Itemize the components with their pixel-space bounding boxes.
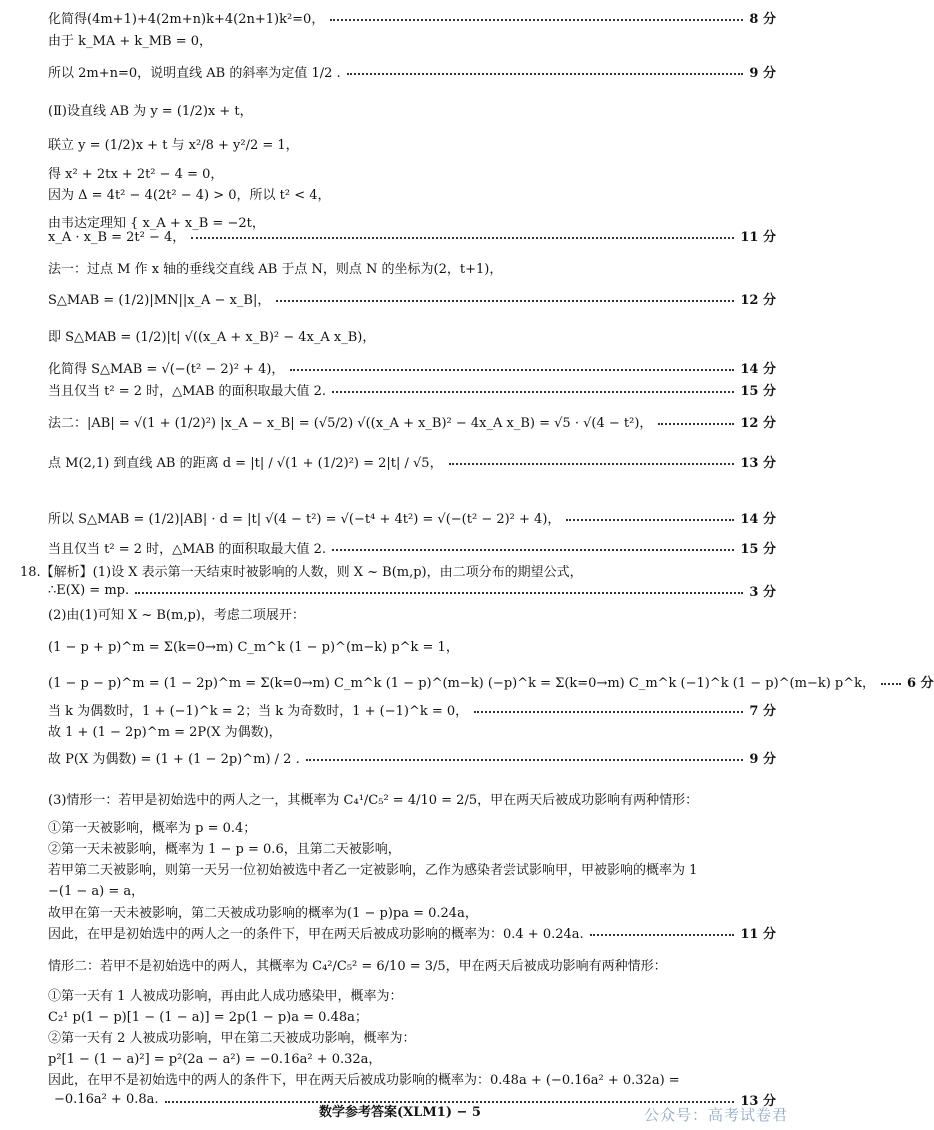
score-label: 12 分 bbox=[740, 416, 776, 431]
solution-line bbox=[48, 452, 776, 471]
solution-line bbox=[48, 8, 776, 27]
line-text: 所以 S△MAB = (1/2)|AB| · d = |t| √(4 − t²) = √(−t⁴ + 4t²) = √(−(t² − 2)² + 4)， bbox=[48, 512, 561, 527]
solution-line bbox=[48, 358, 776, 377]
solution-line bbox=[48, 100, 776, 119]
line-text: (3)情形一：若甲是初始选中的两人之一，其概率为 C₄¹/C₅² = 4/10 = 2/5，甲在两天后被成功影响有两种情形： bbox=[48, 793, 699, 808]
solution-line bbox=[48, 604, 776, 623]
line-text: ①第一天被影响，概率为 p = 0.4； bbox=[48, 821, 257, 836]
score-label: 3 分 bbox=[749, 585, 776, 600]
line-text: x_A · x_B = 2t² − 4， bbox=[48, 230, 186, 245]
solution-line bbox=[48, 226, 776, 245]
score-label: 9 分 bbox=[749, 66, 776, 81]
line-text: 因此，在甲不是初始选中的两人的条件下，甲在两天后被成功影响的概率为：0.48a + (−0.16a² + 0.32a) = bbox=[48, 1073, 680, 1088]
solution-line bbox=[48, 538, 776, 557]
line-text: C₂¹ p(1 − p)[1 − (1 − a)] = 2p(1 − p)a = 0.48a； bbox=[48, 1010, 368, 1025]
leader-dots bbox=[474, 711, 743, 713]
line-text: S△MAB = (1/2)|MN||x_A − x_B|， bbox=[48, 293, 271, 308]
solution-line bbox=[48, 326, 776, 345]
line-text: 故甲在第一天未被影响，第二天被成功影响的概率为(1 − p)pa = 0.24a， bbox=[48, 906, 478, 921]
line-text: (1 − p − p)^m = (1 − 2p)^m = Σ(k=0→m) C_m^k (1 − p)^(m−k) (−p)^k = Σ(k=0→m) C_m^k (−1)^k (1 − p)^(m−k) p^k， bbox=[48, 676, 876, 691]
solution-line bbox=[48, 508, 776, 527]
line-text: 即 S△MAB = (1/2)|t| √((x_A + x_B)² − 4x_A x_B)， bbox=[48, 330, 376, 345]
line-text: 当且仅当 t² = 2 时，△MAB 的面积取最大值 2. bbox=[48, 542, 327, 557]
line-text: (Ⅱ)设直线 AB 为 y = (1/2)x + t， bbox=[48, 104, 253, 119]
solution-line bbox=[48, 581, 776, 600]
solution-line bbox=[48, 985, 776, 1004]
score-label: 14 分 bbox=[740, 362, 776, 377]
line-text: 若甲第二天被影响，则第一天另一位初始被选中者乙一定被影响，乙作为感染者尝试影响甲，甲被影响的概率为 1 bbox=[48, 863, 698, 878]
leader-dots bbox=[881, 683, 901, 685]
score-label: 13 分 bbox=[740, 456, 776, 471]
solution-line bbox=[48, 30, 776, 49]
solution-line bbox=[48, 923, 776, 942]
line-text: ②第一天未被影响，概率为 1 − p = 0.6，且第二天被影响， bbox=[48, 842, 401, 857]
solution-line bbox=[48, 1048, 776, 1067]
leader-dots bbox=[306, 759, 744, 761]
line-text: ∴E(X) = mp. bbox=[48, 583, 130, 598]
leader-dots bbox=[590, 934, 735, 936]
solution-line bbox=[48, 880, 776, 899]
line-text: 点 M(2,1) 到直线 AB 的距离 d = |t| / √(1 + (1/2)²) = 2|t| / √5， bbox=[48, 456, 443, 471]
solution-line bbox=[48, 380, 776, 399]
line-text: 因此，在甲是初始选中的两人之一的条件下，甲在两天后被成功影响的概率为：0.4 + 0.24a. bbox=[48, 927, 584, 942]
line-text: 法二：|AB| = √(1 + (1/2)²) |x_A − x_B| = (√5/2) √((x_A + x_B)² − 4x_A x_B) = √5 · √(4 − t²)， bbox=[48, 416, 653, 431]
score-label: 15 分 bbox=[740, 542, 776, 557]
leader-dots bbox=[449, 463, 735, 465]
line-text: 化简得 S△MAB = √(−(t² − 2)² + 4)， bbox=[48, 362, 285, 377]
score-label: 13 分 bbox=[740, 1094, 776, 1109]
solution-line bbox=[48, 163, 776, 182]
solution-line bbox=[48, 62, 776, 81]
leader-dots bbox=[276, 300, 734, 302]
leader-dots bbox=[330, 19, 743, 21]
solution-line bbox=[48, 748, 776, 767]
leader-dots bbox=[566, 519, 734, 521]
leader-dots bbox=[135, 592, 743, 594]
solution-line bbox=[48, 859, 776, 878]
line-text: −0.16a² + 0.8a. bbox=[54, 1092, 159, 1107]
line-text: 故 1 + (1 − 2p)^m = 2P(X 为偶数)， bbox=[48, 725, 282, 740]
solution-line bbox=[48, 700, 776, 719]
score-label: 7 分 bbox=[749, 704, 776, 719]
page-footer: 数学参考答案(XLM1) − 5 bbox=[319, 1105, 481, 1120]
line-text: 当 k 为偶数时，1 + (−1)^k = 2；当 k 为奇数时，1 + (−1)^k = 0， bbox=[48, 704, 469, 719]
score-label: 6 分 bbox=[907, 676, 934, 691]
solution-line bbox=[48, 636, 776, 655]
leader-dots bbox=[191, 237, 734, 239]
score-label: 11 分 bbox=[740, 230, 776, 245]
line-text: −(1 − a) = a， bbox=[48, 884, 145, 899]
solution-line bbox=[48, 1027, 776, 1046]
solution-line bbox=[48, 412, 776, 431]
line-text: 18.【解析】(1)设 X 表示第一天结束时被影响的人数，则 X ~ B(m,p)，由二项分布的期望公式， bbox=[20, 565, 583, 580]
line-text: 由韦达定理知 { x_A + x_B = −2t， bbox=[48, 216, 265, 231]
solution-line bbox=[48, 817, 776, 836]
solution-line bbox=[48, 289, 776, 308]
solution-line bbox=[48, 838, 776, 857]
line-text: p²[1 − (1 − a)²] = p²(2a − a²) = −0.16a² + 0.32a， bbox=[48, 1052, 382, 1067]
solution-line bbox=[48, 134, 776, 153]
solution-line bbox=[48, 1006, 776, 1025]
solution-line bbox=[48, 789, 776, 808]
leader-dots bbox=[347, 73, 744, 75]
solution-line bbox=[48, 184, 776, 203]
solution-line bbox=[48, 1069, 776, 1088]
line-text: (2)由(1)可知 X ~ B(m,p)，考虑二项展开： bbox=[48, 608, 305, 623]
line-text: (1 − p + p)^m = Σ(k=0→m) C_m^k (1 − p)^(m−k) p^k = 1， bbox=[48, 640, 459, 655]
line-text: 所以 2m+n=0，说明直线 AB 的斜率为定值 1/2 . bbox=[48, 66, 341, 81]
line-text: 得 x² + 2tx + 2t² − 4 = 0， bbox=[48, 167, 224, 182]
watermark: 公众号：高考试卷君 bbox=[643, 1106, 788, 1124]
line-text: 由于 k_MA + k_MB = 0， bbox=[48, 34, 213, 49]
score-label: 14 分 bbox=[740, 512, 776, 527]
leader-dots bbox=[332, 391, 734, 393]
line-text: 当且仅当 t² = 2 时，△MAB 的面积取最大值 2. bbox=[48, 384, 327, 399]
leader-dots bbox=[332, 549, 734, 551]
solution-line bbox=[20, 561, 776, 580]
score-label: 9 分 bbox=[749, 752, 776, 767]
score-label: 15 分 bbox=[740, 384, 776, 399]
line-text: 情形二：若甲不是初始选中的两人，其概率为 C₄²/C₅² = 6/10 = 3/5，甲在两天后被成功影响有两种情形： bbox=[48, 959, 667, 974]
solution-line bbox=[48, 902, 776, 921]
solution-line bbox=[48, 955, 776, 974]
solution-line bbox=[48, 258, 776, 277]
leader-dots bbox=[290, 369, 734, 371]
line-text: 化简得(4m+1)+4(2m+n)k+4(2n+1)k²=0， bbox=[48, 12, 325, 27]
solution-line bbox=[48, 672, 934, 691]
line-text: ②第一天有 2 人被成功影响，甲在第二天被成功影响，概率为： bbox=[48, 1031, 416, 1046]
leader-dots bbox=[658, 423, 734, 425]
line-text: 因为 Δ = 4t² − 4(2t² − 4) > 0，所以 t² < 4， bbox=[48, 188, 331, 203]
score-label: 12 分 bbox=[740, 293, 776, 308]
line-text: 故 P(X 为偶数) = (1 + (1 − 2p)^m) / 2 . bbox=[48, 752, 300, 767]
line-text: ①第一天有 1 人被成功影响，再由此人成功感染甲，概率为： bbox=[48, 989, 403, 1004]
line-text: 法一：过点 M 作 x 轴的垂线交直线 AB 于点 N，则点 N 的坐标为(2，t+1)， bbox=[48, 262, 503, 277]
score-label: 11 分 bbox=[740, 927, 776, 942]
score-label: 8 分 bbox=[749, 12, 776, 27]
solution-line bbox=[48, 721, 776, 740]
line-text: 联立 y = (1/2)x + t 与 x²/8 + y²/2 = 1， bbox=[48, 138, 299, 153]
